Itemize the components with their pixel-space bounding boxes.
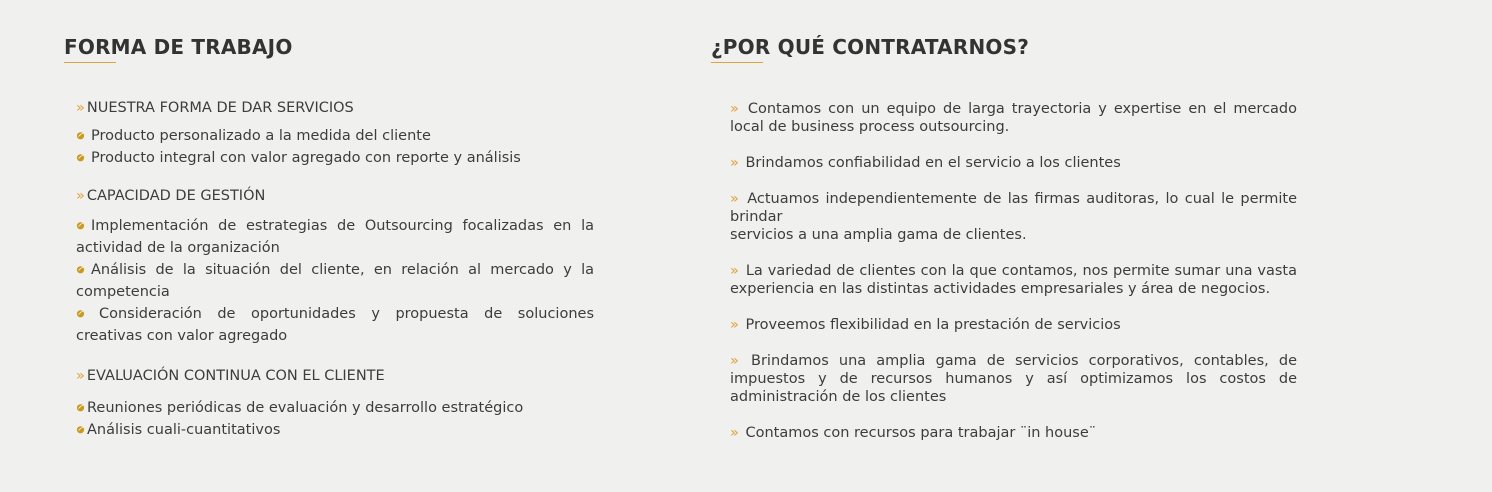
leaf-bullet-icon: [76, 221, 85, 230]
section-title-gestion: » CAPACIDAD DE GESTIÓN: [76, 188, 266, 204]
reason-item: » Proveemos flexibilidad en la prestación de servicios: [730, 317, 1121, 333]
list-item: Consideración de oportunidades y propuesta de soluciones creativas con valor agregado: [76, 306, 594, 344]
raquo-icon: »: [730, 263, 739, 279]
raquo-icon: »: [730, 317, 739, 333]
reason-item: » Actuamos independientemente de las firmas auditoras, lo cual le permite brindar servicios a una amplia gama de clientes.: [730, 191, 1297, 243]
leaf-bullet-icon: [76, 131, 85, 140]
reason-item: » Contamos con recursos para trabajar ¨in house¨: [730, 425, 1097, 441]
reason-item: » Brindamos una amplia gama de servicios corporativos, contables, de impuestos y de recursos humanos y así optimizamos los costos de administración de los clientes: [730, 353, 1297, 405]
leaf-bullet-icon: [76, 403, 85, 412]
raquo-icon: »: [730, 101, 739, 117]
reason-item: » La variedad de clientes con la que contamos, nos permite sumar una vasta experiencia en las distintas actividades empresariales y área de negocios.: [730, 263, 1298, 297]
list-item: Producto integral con valor agregado con reporte y análisis: [76, 147, 594, 169]
leaf-bullet-icon: [76, 265, 85, 274]
list-evaluacion: [76, 397, 594, 441]
raquo-icon: »: [730, 425, 739, 441]
leaf-bullet-icon: [76, 425, 85, 434]
reason-item: » Brindamos confiabilidad en el servicio a los clientes: [730, 155, 1121, 171]
list-item: Reuniones periódicas de evaluación y desarrollo estratégico: [76, 397, 594, 419]
raquo-icon: »: [730, 353, 739, 369]
list-servicios: [76, 125, 594, 169]
raquo-icon: »: [730, 191, 739, 207]
raquo-icon: »: [730, 155, 739, 171]
raquo-icon: »: [76, 188, 85, 204]
leaf-bullet-icon: [76, 153, 85, 162]
list-gestion: [76, 215, 594, 347]
heading-underline: [64, 62, 116, 63]
reasons-list: [730, 100, 1297, 460]
heading-underline: [711, 62, 763, 63]
raquo-icon: »: [76, 100, 85, 116]
list-item: Análisis de la situación del cliente, en relación al mercado y la competencia: [76, 262, 594, 300]
list-item: Análisis cuali-cuantitativos: [76, 419, 594, 441]
list-item: Implementación de estrategias de Outsourcing focalizadas en la actividad de la organización: [76, 218, 594, 256]
por-que-contratarnos-heading: ¿POR QUÉ CONTRATARNOS?: [711, 35, 1029, 59]
list-item: Producto personalizado a la medida del cliente: [76, 125, 594, 147]
section-title-servicios: » NUESTRA FORMA DE DAR SERVICIOS: [76, 100, 354, 116]
raquo-icon: »: [76, 368, 85, 384]
leaf-bullet-icon: [76, 309, 85, 318]
section-title-evaluacion: » EVALUACIÓN CONTINUA CON EL CLIENTE: [76, 368, 385, 384]
reason-item: » Contamos con un equipo de larga trayectoria y expertise en el mercado local de business process outsourcing.: [730, 101, 1297, 135]
forma-de-trabajo-heading: FORMA DE TRABAJO: [64, 35, 293, 59]
